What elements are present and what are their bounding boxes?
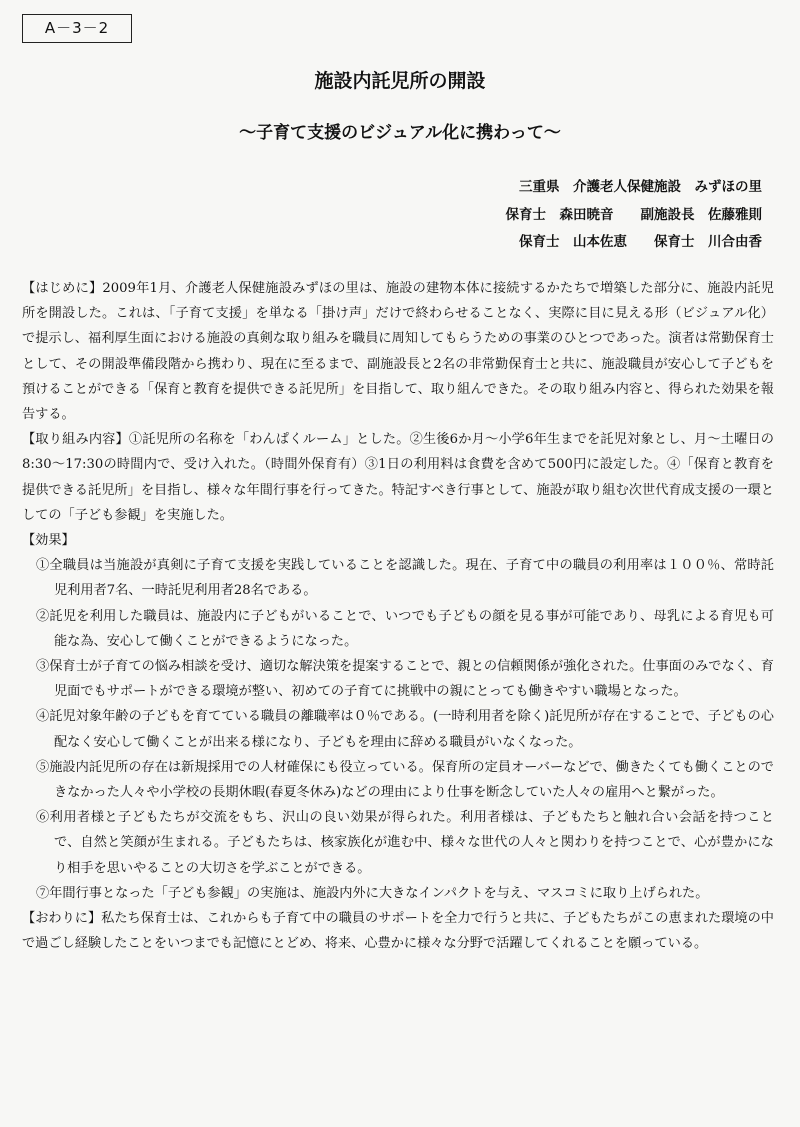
effect-item-6: ⑥利用者様と子どもたちが交流をもち、沢山の良い効果が得られた。利用者様は、子どもたちと触れ合い会話を持つことで、自然と笑顔が生まれる。子どもたちは、核家族化が進む中、様々な世代の人々と関わりを持つことで、心が豊かになり相手を思いやることの大切さを学ぶことができる。 — [36, 810, 774, 876]
document-id-box: A－3－2 — [22, 14, 132, 43]
effect-item-1: ①全職員は当施設が真剣に子育て支援を実践していることを認識した。現在、子育て中の職員の利用率は１００％、常時託児利用者7名、一時託児利用者28名である。 — [36, 558, 774, 599]
author-names-2: 保育士 山本佐恵 保育士 川合由香 — [519, 234, 762, 250]
efforts-paragraph: 【取り組み内容】①託児所の名称を「わんぱくルーム」とした。②生後6か月～小学6年生までを託児対象とし、月～土曜日の8:30～17:30の時間内で、受け入れた。（時間外保育有）③1日の利用料は食費を含めて500円に設定した。④「保育と教育を提供できる託児所」を目指し、様々な年間行事を行ってきた。特記すべき行事として、施設が取り組む次世代育成支援の一環としての「子ども参観」を実施した。 — [22, 432, 774, 523]
document-title: 施設内託児所の開設 — [314, 70, 486, 92]
effects-heading: 【効果】 — [22, 533, 75, 549]
effect-item-5: ⑤施設内託児所の存在は新規採用での人材確保にも役立っている。保育所の定員オーバーなどで、働きたくても働くことのできなかった人々や小学校の長期休暇(春夏冬休み)などの理由により仕事を断念していた人々の雇用へと繋がった。 — [36, 759, 774, 801]
effect-item-7: ⑦年間行事となった「子ども参観」の実施は、施設内外に大きなインパクトを与え、マスコミに取り上げられた。 — [36, 885, 709, 901]
effect-item-4: ④託児対象年齢の子どもを育てている職員の離職率は０％である。(一時利用者を除く)託児所が存在することで、子どもの心配なく安心して働くことが出来る様になり、子どもを理由に辞める職員がいなくなった。 — [36, 709, 774, 750]
effect-item-3: ③保育士が子育ての悩み相談を受け、適切な解決策を提案することで、親との信頼関係が強化された。仕事面のみでなく、育児面でもサポートができる環境が整い、初めての子育てに挑戦中の親にとっても働きやすい職場となった。 — [36, 659, 774, 700]
conclusion-paragraph: 【おわりに】私たち保育士は、これからも子育て中の職員のサポートを全力で行うと共に、子どもたちがこの恵まれた環境の中で過ごし経験したことをいつまでも記憶にとどめ、将来、心豊かに様々な分野で活躍してくれることを願っている。 — [22, 911, 774, 952]
document-body — [22, 276, 774, 956]
author-names-1: 保育士 森田暁音 副施設長 佐藤雅則 — [505, 206, 762, 223]
document-subtitle: ～子育て支援のビジュアル化に携わって～ — [239, 123, 561, 143]
author-block — [506, 174, 763, 257]
intro-paragraph: 【はじめに】2009年1月、介護老人保健施設みずほの里は、施設の建物本体に接続するかたちで増築した部分に、施設内託児所を開設した。これは、「子育て支援」を単なる「掛け声」だけで終わらせることなく、実際に目に見える形（ビジュアル化）で提示し、福利厚生面における施設の真剣な取り組みを職員に周知してもらうための事業のひとつであった。演者は常勤保育士として、その開設準備段階から携わり、現在に至るまで、副施設長と2名の非常勤保育士と共に、施設職員が安心して子どもを預けることができる「保育と教育を提供できる託児所」を目指して、取り組んできた。その取り組み内容と、得られた効果を報告する。 — [22, 281, 774, 423]
author-affiliation: 三重県 介護老人保健施設 みずほの里 — [519, 179, 762, 195]
effect-item-2: ②託児を利用した職員は、施設内に子どもがいることで、いつでも子どもの顔を見る事が可能であり、母乳による育児も可能な為、安心して働くことができるようになった。 — [36, 608, 774, 649]
